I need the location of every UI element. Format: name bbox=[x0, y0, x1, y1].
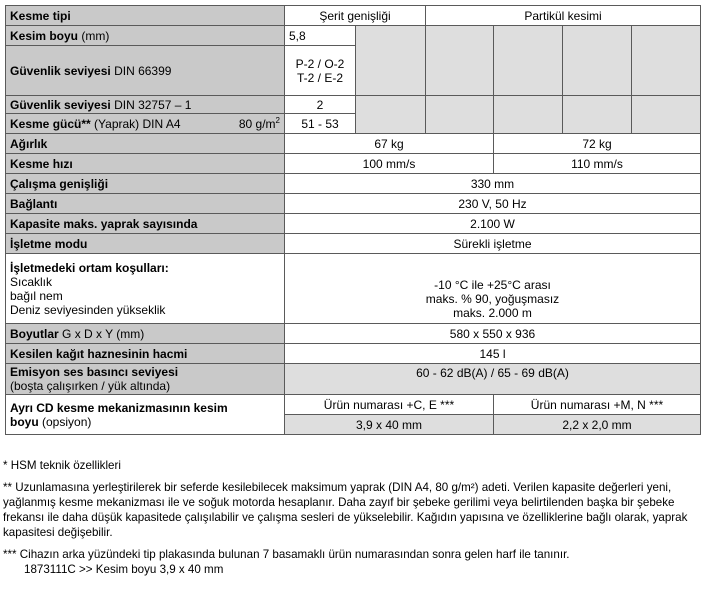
row-capacity bbox=[6, 214, 701, 234]
capacity-value: 2.100 W bbox=[285, 214, 701, 234]
row-security-32757 bbox=[6, 96, 701, 114]
cd-strip-size: 3,9 x 40 mm bbox=[285, 415, 494, 435]
bin-volume-label: Kesilen kağıt haznesinin hacmi bbox=[6, 344, 285, 364]
cut-size-strip: 5,8 bbox=[285, 26, 356, 46]
security-66399-strip: P-2 / O-2 T-2 / E-2 bbox=[285, 46, 356, 96]
footnote-2: ** Uzunlamasına yerleştirilerek bir seferde kesilebilecek maksimum yaprak (DIN A4, 80 g/m²) adeti. Verilen kapasite değerleri yeni, yağlanmış kesme mekanizması ile ve soğuk motorda hesaplanır. Daha zayıf bir şebeke gerilimi veya belirtilenden başka bir şebeke frekansı ile daha düşük kapasitede çalışılabilir ve çalışma sesleri de yükselebilir. Kağıdın yapısına ve özelliklerine bağlı olarak, yaprak kapasitesi değişebilir. bbox=[3, 481, 688, 539]
bin-volume-value: 145 l bbox=[285, 344, 701, 364]
working-width-label: Çalışma genişliği bbox=[6, 174, 285, 194]
speed-particle: 110 mm/s bbox=[494, 154, 701, 174]
row-working-width bbox=[6, 174, 701, 194]
noise-value: 60 - 62 dB(A) / 65 - 69 dB(A) bbox=[285, 364, 701, 395]
header-strip-width: Şerit genişliği bbox=[285, 6, 426, 26]
row-dimensions bbox=[6, 324, 701, 344]
footnote-3: *** Cihazın arka yüzündeki tip plakasında bulunan 7 basamaklı ürün numarasından sonra gelen harf ile tanınır. 1873111C >> Kesim boyu 3,9 x 40 mm bbox=[3, 548, 570, 576]
speed-label: Kesme hızı bbox=[6, 154, 285, 174]
cd-particle-size: 2,2 x 2,0 mm bbox=[494, 415, 701, 435]
security-32757-label: Güvenlik seviyesi DIN 32757 – 1 bbox=[6, 96, 285, 114]
working-width-value: 330 mm bbox=[285, 174, 701, 194]
speed-strip: 100 mm/s bbox=[285, 154, 494, 174]
weight-particle: 72 kg bbox=[494, 134, 701, 154]
security-32757-strip: 2 bbox=[285, 96, 356, 114]
weight-strip: 67 kg bbox=[285, 134, 494, 154]
row-connection bbox=[6, 194, 701, 214]
row-noise bbox=[6, 364, 701, 395]
cutting-power-strip: 51 - 53 bbox=[285, 114, 356, 134]
ambient-values: -10 °C ile +25°C arası maks. % 90, yoğuşmasız maks. 2.000 m bbox=[285, 254, 701, 324]
spec-table bbox=[5, 5, 701, 435]
row-cut-size bbox=[6, 26, 701, 46]
row-ambient bbox=[6, 254, 701, 324]
capacity-label: Kapasite maks. yaprak sayısında bbox=[6, 214, 285, 234]
footnote-1: * HSM teknik özellikleri bbox=[3, 459, 121, 472]
cutting-power-label: Kesme gücü** (Yaprak) DIN A4 80 $g/m^2$ bbox=[6, 114, 285, 134]
row-mode bbox=[6, 234, 701, 254]
mode-label: İşletme modu bbox=[6, 234, 285, 254]
ambient-label: İşletmedeki ortam koşulları: Sıcaklık bağıl nem Deniz seviyesinden yükseklik bbox=[6, 254, 285, 324]
header-label: Kesme tipi bbox=[6, 6, 285, 26]
dimensions-value: 580 x 550 x 936 bbox=[285, 324, 701, 344]
row-weight bbox=[6, 134, 701, 154]
header-particle: Partikül kesimi bbox=[426, 6, 701, 26]
row-speed bbox=[6, 154, 701, 174]
header-row bbox=[6, 6, 701, 26]
cd-strip-part: Ürün numarası +C, E *** bbox=[285, 395, 494, 415]
mode-value: Sürekli işletme bbox=[285, 234, 701, 254]
row-bin-volume bbox=[6, 344, 701, 364]
cd-label: Ayrı CD kesme mekanizmasının kesim boyu (opsiyon) bbox=[6, 395, 285, 435]
connection-value: 230 V, 50 Hz bbox=[285, 194, 701, 214]
dimensions-label: Boyutlar G x D x Y (mm) bbox=[6, 324, 285, 344]
cut-size-label: Kesim boyu (mm) bbox=[6, 26, 285, 46]
security-66399-label: Güvenlik seviyesi DIN 66399 bbox=[6, 46, 285, 96]
footnotes bbox=[3, 458, 698, 577]
connection-label: Bağlantı bbox=[6, 194, 285, 214]
row-cd-part bbox=[6, 395, 701, 415]
cd-particle-part: Ürün numarası +M, N *** bbox=[494, 395, 701, 415]
weight-label: Ağırlık bbox=[6, 134, 285, 154]
noise-label: Emisyon ses basıncı seviyesi (boşta çalışırken / yük altında) bbox=[6, 364, 285, 395]
